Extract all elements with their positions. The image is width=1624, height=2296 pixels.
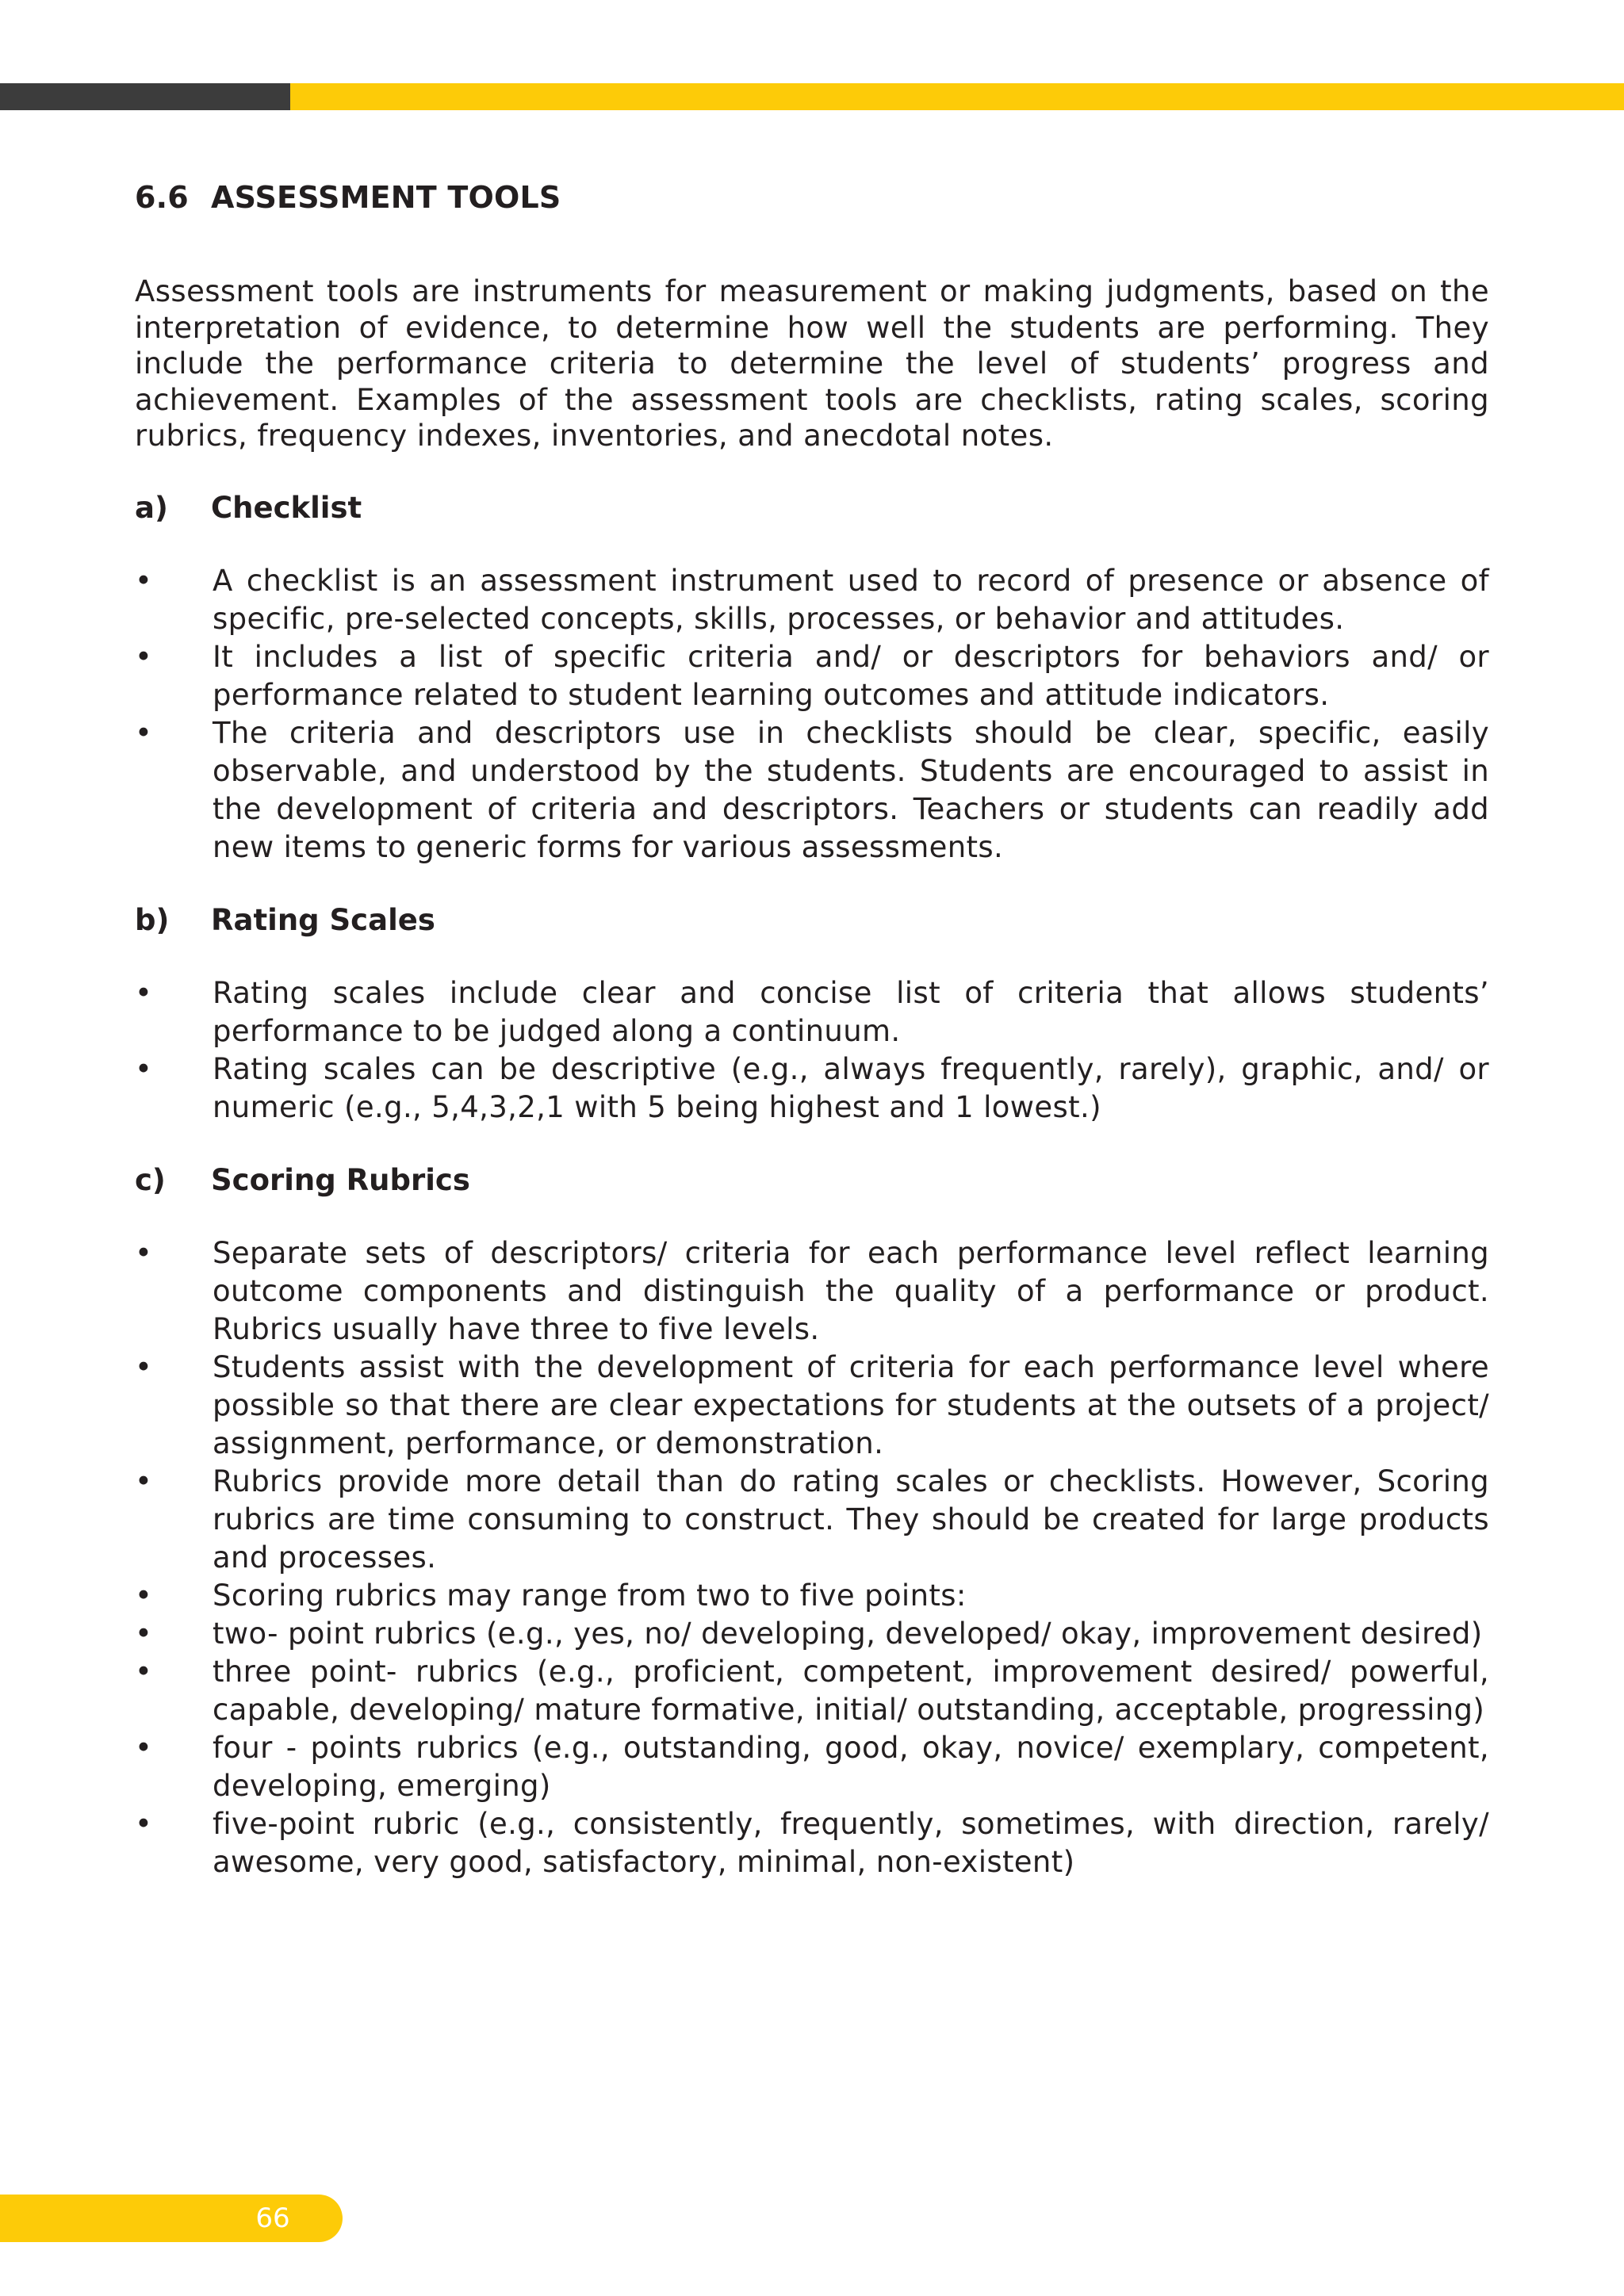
list-item bbox=[135, 714, 1489, 867]
bullet-icon: • bbox=[135, 1616, 153, 1651]
subheading-letter: b) bbox=[135, 902, 170, 937]
list-item bbox=[135, 1050, 1489, 1127]
list-item bbox=[135, 1729, 1489, 1805]
section-title-text: ASSESSMENT TOOLS bbox=[211, 180, 561, 215]
bullet-icon: • bbox=[135, 1349, 153, 1384]
header-bar-dark bbox=[0, 83, 290, 110]
list-item-text: It includes a list of specific criteria and/ or descriptors for behaviors and/ or performance related to student learning outcomes and attitude indicators. bbox=[213, 639, 1489, 712]
bullet-icon: • bbox=[135, 715, 153, 750]
list-item bbox=[135, 1653, 1489, 1729]
list-item bbox=[135, 1463, 1489, 1577]
subheading-scoring-rubrics bbox=[135, 1162, 1489, 1199]
list-item-text: Separate sets of descriptors/ criteria for each performance level reflect learning outcome components and distinguish the quality of a performance or product. Rubrics usually have three to five levels. bbox=[213, 1235, 1489, 1346]
section-number: 6.6 bbox=[135, 180, 189, 215]
section-title bbox=[135, 178, 1489, 216]
subheading-text: Scoring Rubrics bbox=[211, 1162, 470, 1197]
list-item bbox=[135, 1577, 1489, 1615]
list-item-text: Rating scales include clear and concise list of criteria that allows students’ performance to be judged along a continuum. bbox=[213, 975, 1489, 1048]
rating-scales-list bbox=[135, 974, 1489, 1127]
list-item-text: Scoring rubrics may range from two to five points: bbox=[213, 1578, 967, 1613]
list-item-text: Rating scales can be descriptive (e.g., always frequently, rarely), graphic, and/ or numeric (e.g., 5,4,3,2,1 with 5 being highest and 1 lowest.) bbox=[213, 1051, 1489, 1124]
page-number: 66 bbox=[255, 2202, 290, 2234]
list-item-text: Rubrics provide more detail than do rating scales or checklists. However, Scoring rubrics are time consuming to construct. They should be created for large products and processes. bbox=[213, 1464, 1489, 1575]
header-bar-yellow bbox=[290, 83, 1624, 110]
bullet-icon: • bbox=[135, 1730, 153, 1765]
scoring-rubrics-list bbox=[135, 1234, 1489, 1881]
subheading-rating-scales bbox=[135, 902, 1489, 939]
bullet-icon: • bbox=[135, 1235, 153, 1270]
list-item bbox=[135, 1615, 1489, 1653]
list-item-text: Students assist with the development of criteria for each performance level where possible so that there are clear expectations for students at the outsets of a project/ assignment, performance, or demonstration. bbox=[213, 1349, 1489, 1460]
list-item-text: four - points rubrics (e.g., outstanding, good, okay, novice/ exemplary, competent, developing, emerging) bbox=[213, 1730, 1489, 1803]
bullet-icon: • bbox=[135, 563, 153, 598]
bullet-icon: • bbox=[135, 1806, 153, 1841]
list-item-text: The criteria and descriptors use in checklists should be clear, specific, easily observable, and understood by the students. Students are encouraged to assist in the development of criteria and descriptors. Teachers or students can readily add new items to generic forms for various assessments. bbox=[213, 715, 1489, 864]
list-item bbox=[135, 1349, 1489, 1463]
bullet-icon: • bbox=[135, 975, 153, 1010]
bullet-icon: • bbox=[135, 1464, 153, 1498]
bullet-icon: • bbox=[135, 1654, 153, 1689]
list-item-text: three point- rubrics (e.g., proficient, competent, improvement desired/ powerful, capable, developing/ mature formative, initial/ outstanding, acceptable, progressing) bbox=[213, 1654, 1489, 1727]
list-item-text: five-point rubric (e.g., consistently, frequently, sometimes, with direction, rarely/ awesome, very good, satisfactory, minimal, non-existent) bbox=[213, 1806, 1489, 1879]
page-content bbox=[135, 178, 1489, 1881]
bullet-icon: • bbox=[135, 1578, 153, 1613]
subheading-text: Checklist bbox=[211, 490, 362, 525]
intro-paragraph: Assessment tools are instruments for measurement or making judgments, based on the interpretation of evidence, to determine how well the students are performing. They include the performance criteria to determine the level of students’ progress and achievement. Examples of the assessment tools are checklists, rating scales, scoring rubrics, frequency indexes, inventories, and anecdotal notes. bbox=[135, 274, 1489, 453]
bullet-icon: • bbox=[135, 639, 153, 674]
list-item bbox=[135, 1234, 1489, 1349]
list-item bbox=[135, 562, 1489, 638]
bullet-icon: • bbox=[135, 1051, 153, 1086]
list-item-text: A checklist is an assessment instrument used to record of presence or absence of specific, pre-selected concepts, skills, processes, or behavior and attitudes. bbox=[213, 563, 1489, 636]
list-item bbox=[135, 1805, 1489, 1881]
subheading-letter: a) bbox=[135, 490, 168, 525]
list-item bbox=[135, 974, 1489, 1050]
subheading-letter: c) bbox=[135, 1162, 166, 1197]
subheading-text: Rating Scales bbox=[211, 902, 435, 937]
list-item bbox=[135, 638, 1489, 714]
subheading-checklist bbox=[135, 490, 1489, 526]
list-item-text: two- point rubrics (e.g., yes, no/ developing, developed/ okay, improvement desired) bbox=[213, 1616, 1483, 1651]
checklist-list bbox=[135, 562, 1489, 867]
